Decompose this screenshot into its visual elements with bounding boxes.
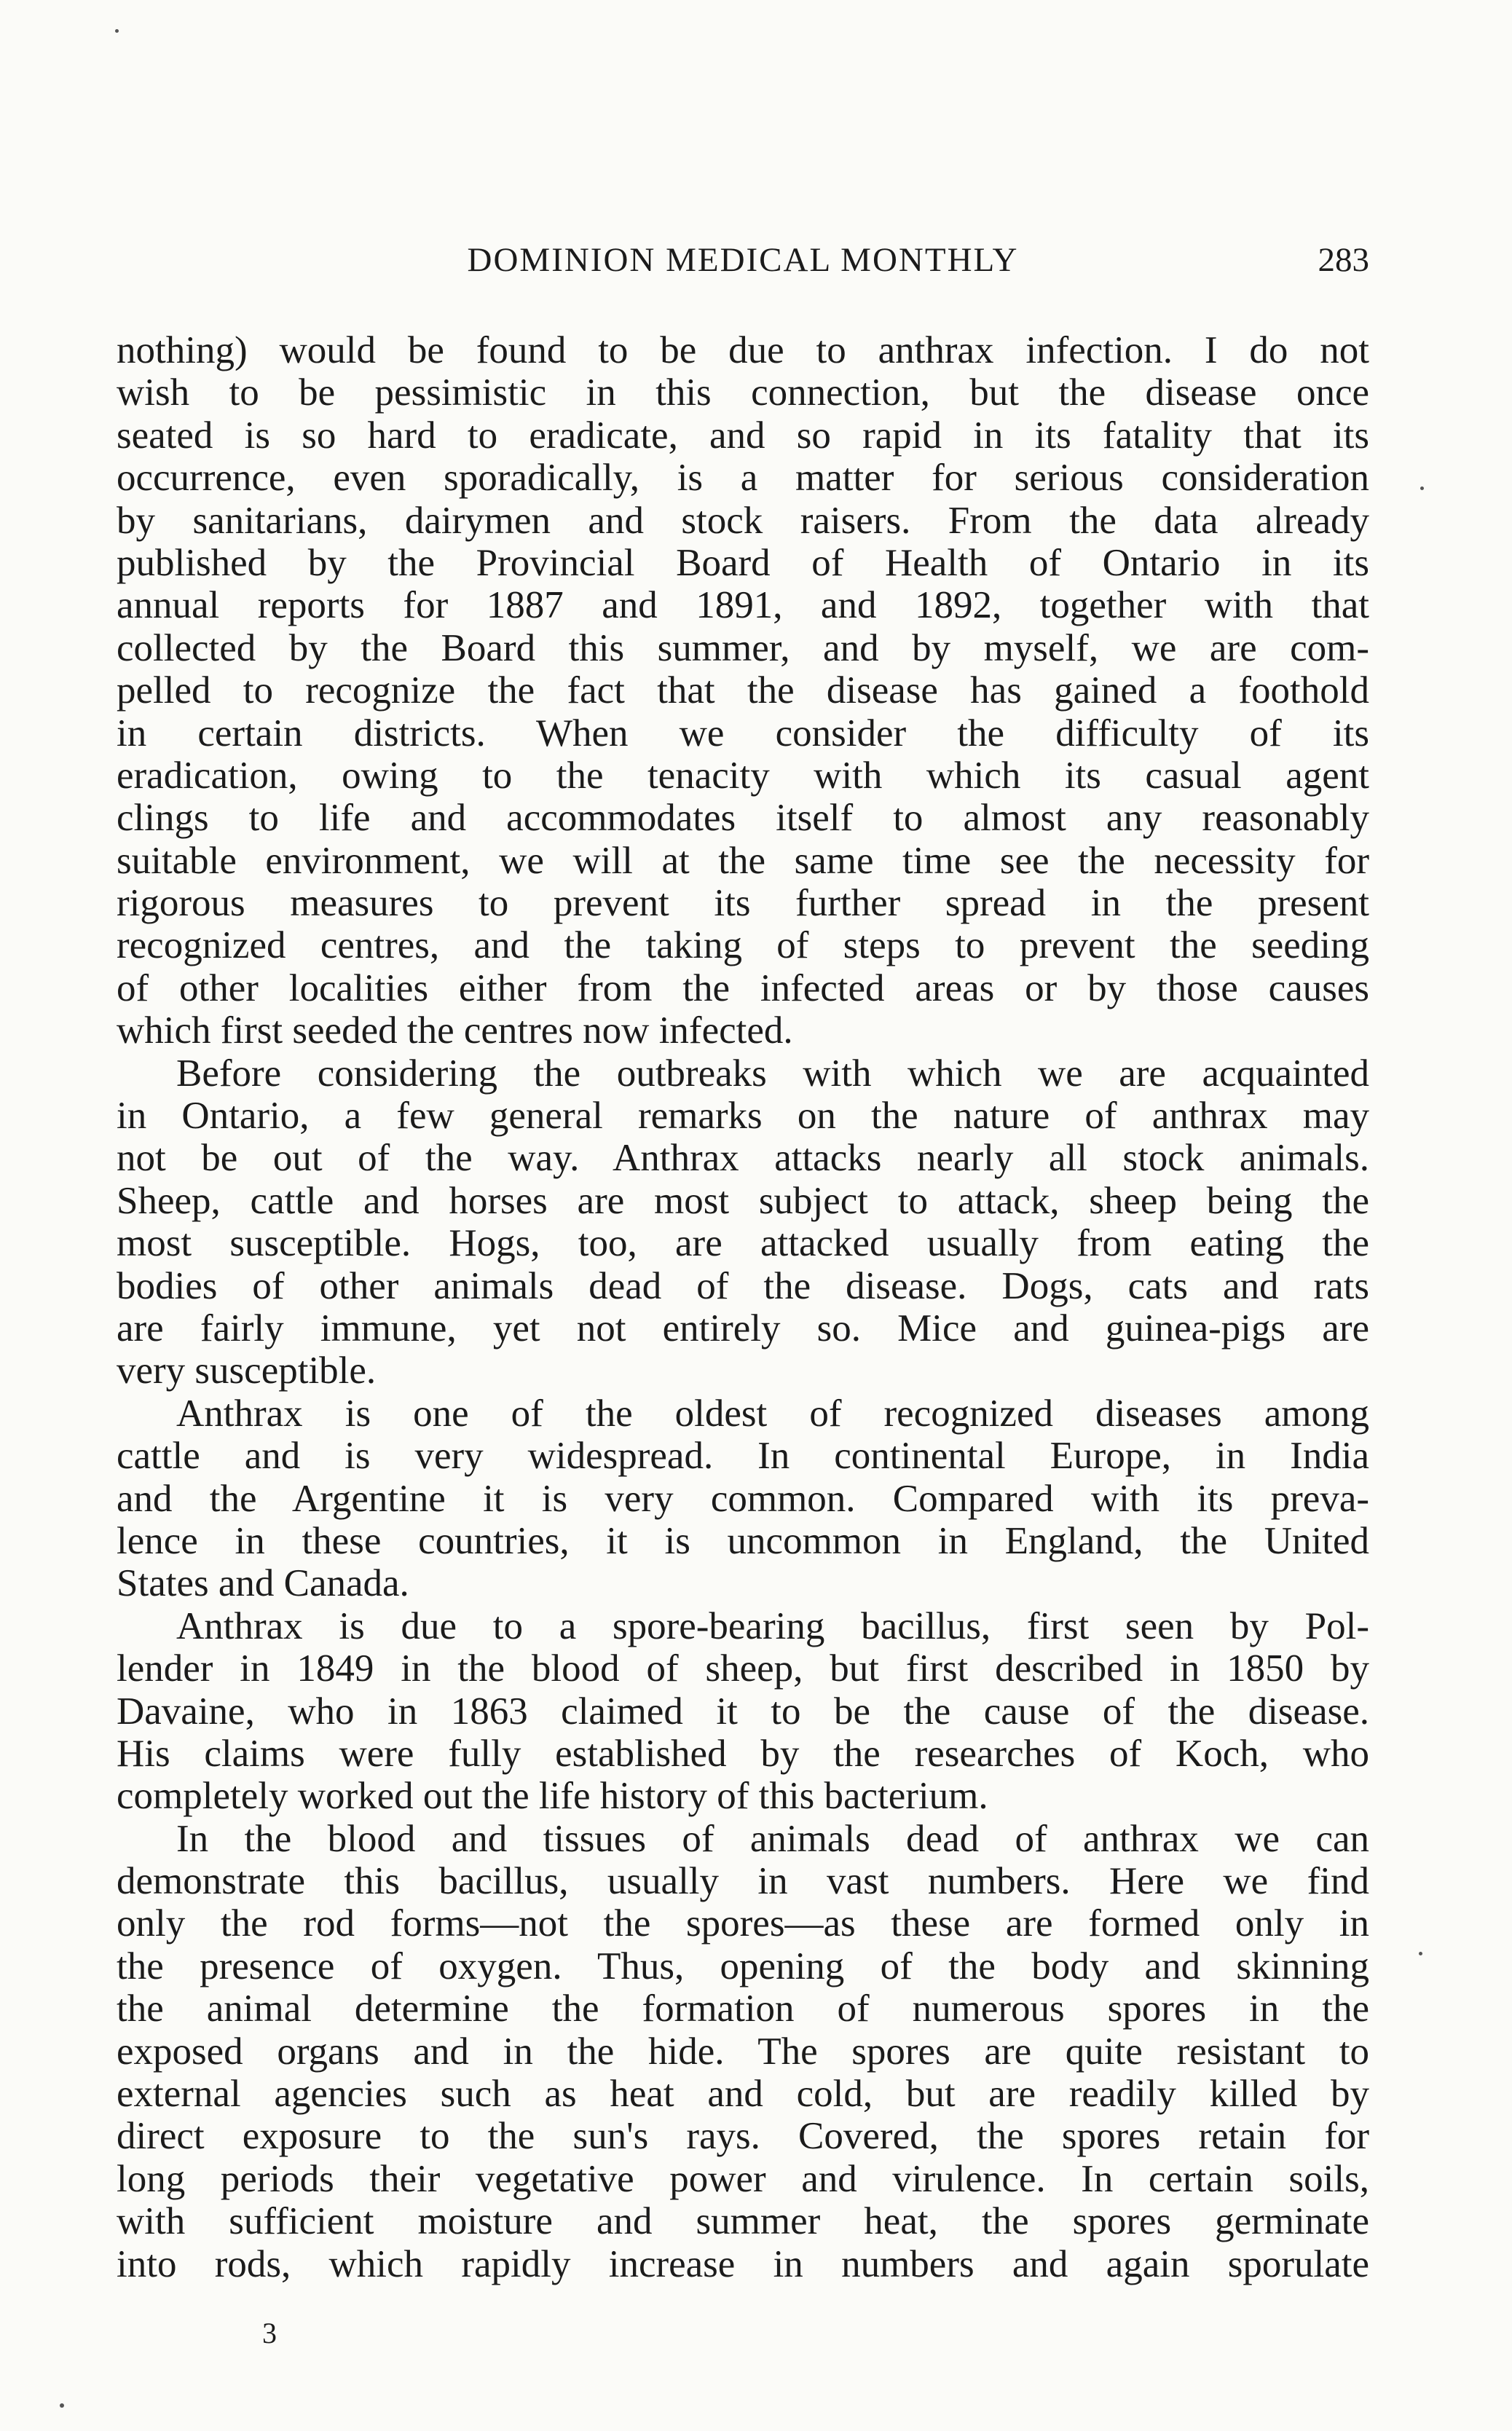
text-line: wish to be pessimistic in this connection, but the disease once	[117, 371, 1369, 414]
text-line: clings to life and accommodates itself to almost any reasonably	[117, 797, 1369, 840]
text-line: in certain districts. When we consider the difficulty of its	[117, 712, 1369, 754]
text-line: His claims were fully established by the researches of Koch, who	[117, 1732, 1369, 1775]
text-line: Davaine, who in 1863 claimed it to be the cause of the disease.	[117, 1690, 1369, 1733]
text-line: States and Canada.	[117, 1562, 409, 1605]
text-line: seated is so hard to eradicate, and so rapid in its fatality that its	[117, 414, 1369, 457]
paragraph	[117, 1052, 1369, 1392]
text-line: Sheep, cattle and horses are most subject to attack, sheep being the	[117, 1179, 1369, 1222]
text-line: direct exposure to the sun's rays. Covered, the spores retain for	[117, 2115, 1369, 2158]
text-line: by sanitarians, dairymen and stock raisers. From the data already	[117, 499, 1369, 542]
paragraph	[117, 329, 1369, 1052]
text-line: recognized centres, and the taking of steps to prevent the seeding	[117, 924, 1369, 967]
text-line: bodies of other animals dead of the disease. Dogs, cats and rats	[117, 1264, 1369, 1307]
scan-speck	[1419, 1952, 1422, 1955]
page-number: 283	[1318, 241, 1369, 279]
text-line: pelled to recognize the fact that the disease has gained a foothold	[117, 669, 1369, 712]
text-line: demonstrate this bacillus, usually in vast numbers. Here we find	[117, 1860, 1369, 1903]
scan-speck	[1420, 486, 1424, 490]
text-line: eradication, owing to the tenacity with which its casual agent	[117, 754, 1369, 797]
article-body	[117, 329, 1369, 2285]
text-line: In the blood and tissues of animals dead of anthrax we can	[176, 1817, 1369, 1860]
text-line: which first seeded the centres now infected.	[117, 1009, 793, 1052]
text-line: and the Argentine it is very common. Compared with its preva-	[117, 1477, 1369, 1520]
text-line: nothing) would be found to be due to anthrax infection. I do not	[117, 329, 1369, 371]
text-line: of other localities either from the infected areas or by those causes	[117, 966, 1369, 1009]
text-line: in Ontario, a few general remarks on the nature of anthrax may	[117, 1095, 1369, 1138]
running-head	[117, 240, 1369, 299]
text-line: cattle and is very widespread. In continental Europe, in India	[117, 1435, 1369, 1478]
text-line: suitable environment, we will at the same time see the necessity for	[117, 839, 1369, 882]
text-line: most susceptible. Hogs, too, are attacked usually from eating the	[117, 1222, 1369, 1265]
text-line: Anthrax is one of the oldest of recognized diseases among	[176, 1392, 1369, 1435]
text-line: long periods their vegetative power and virulence. In certain soils,	[117, 2157, 1369, 2200]
text-line: lence in these countries, it is uncommon in England, the United	[117, 1519, 1369, 1562]
signature-mark: 3	[262, 2317, 277, 2349]
text-line: published by the Provincial Board of Health of Ontario in its	[117, 541, 1369, 584]
scan-speck	[115, 29, 119, 33]
text-line: exposed organs and in the hide. The spores are quite resistant to	[117, 2030, 1369, 2073]
text-line: the animal determine the formation of numerous spores in the	[117, 1987, 1369, 2030]
text-line: rigorous measures to prevent its further spread in the present	[117, 882, 1369, 925]
text-line: very susceptible.	[117, 1350, 377, 1392]
paragraph	[117, 1605, 1369, 1818]
scan-speck	[60, 2403, 64, 2408]
text-line: into rods, which rapidly increase in numbers and again sporulate	[117, 2242, 1369, 2285]
text-line: lender in 1849 in the blood of sheep, but first described in 1850 by	[117, 1647, 1369, 1690]
paragraph	[117, 1392, 1369, 1605]
text-line: Before considering the outbreaks with which we are acquainted	[176, 1052, 1369, 1095]
text-line: not be out of the way. Anthrax attacks nearly all stock animals.	[117, 1137, 1369, 1180]
text-line: the presence of oxygen. Thus, opening of the body and skinning	[117, 1945, 1369, 1987]
text-line: are fairly immune, yet not entirely so. Mice and guinea-pigs are	[117, 1307, 1369, 1350]
text-line: external agencies such as heat and cold, but are readily killed by	[117, 2073, 1369, 2116]
text-line: with sufficient moisture and summer heat, the spores germinate	[117, 2200, 1369, 2243]
text-line: occurrence, even sporadically, is a matter for serious consideration	[117, 457, 1369, 500]
paragraph	[117, 1818, 1369, 2285]
text-line: collected by the Board this summer, and by myself, we are com-	[117, 626, 1369, 669]
text-line: only the rod forms—not the spores—as these are formed only in	[117, 1902, 1369, 1945]
text-line: annual reports for 1887 and 1891, and 1892, together with that	[117, 584, 1369, 627]
text-line: Anthrax is due to a spore-bearing bacillus, first seen by Pol-	[176, 1604, 1369, 1647]
text-line: completely worked out the life history of this bacterium.	[117, 1775, 988, 1818]
journal-title: DOMINION MEDICAL MONTHLY	[467, 241, 1019, 279]
